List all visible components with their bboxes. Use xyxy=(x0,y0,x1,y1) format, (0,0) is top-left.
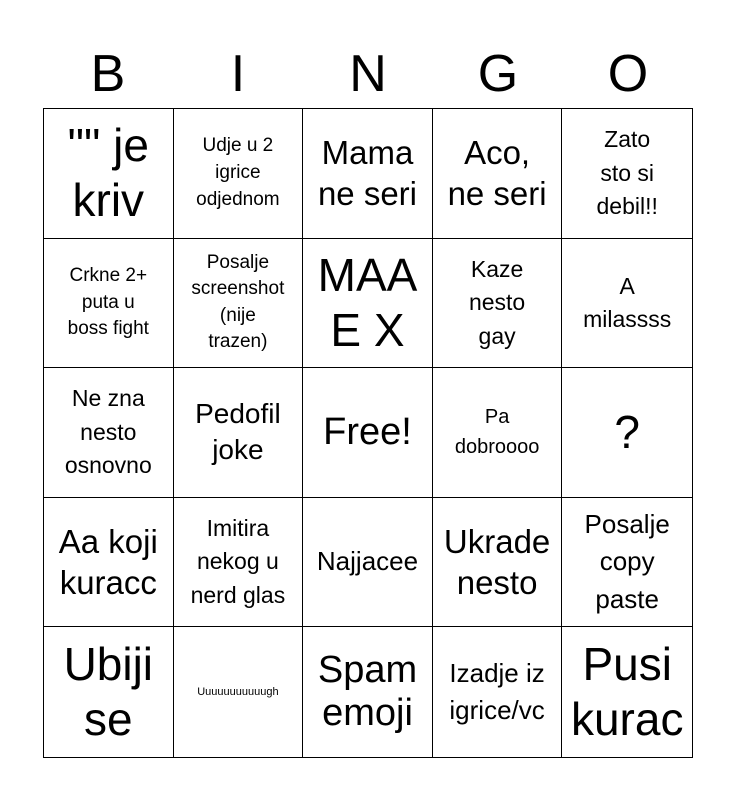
header-letter-o: O xyxy=(607,45,649,103)
bingo-cell[interactable]: Aco, ne seri xyxy=(433,109,563,239)
bingo-cell[interactable]: Kaze nesto gay xyxy=(433,239,563,369)
bingo-header xyxy=(43,40,693,108)
bingo-cell[interactable]: Ne zna nesto osnovno xyxy=(44,368,174,498)
bingo-cell[interactable]: Pa dobroooo xyxy=(433,368,563,498)
bingo-cell[interactable]: Pedofil joke xyxy=(174,368,304,498)
bingo-cell[interactable]: "" je kriv xyxy=(44,109,174,239)
bingo-board xyxy=(43,108,693,758)
bingo-cell[interactable]: Ukrade nesto xyxy=(433,498,563,628)
header-letter-n: N xyxy=(349,45,387,103)
bingo-cell[interactable]: Udje u 2 igrice odjednom xyxy=(174,109,304,239)
bingo-cell[interactable]: Aa koji kuracc xyxy=(44,498,174,628)
bingo-cell[interactable]: Uuuuuuuuuuugh xyxy=(174,627,304,757)
bingo-cell[interactable]: Zato sto si debil!! xyxy=(562,109,692,239)
bingo-cell[interactable]: ? xyxy=(562,368,692,498)
bingo-cell[interactable]: Mama ne seri xyxy=(303,109,433,239)
bingo-cell[interactable]: Pusi kurac xyxy=(570,638,684,746)
bingo-cell[interactable]: Izadje iz igrice/vc xyxy=(433,627,563,757)
header-letter-b: B xyxy=(90,45,126,103)
bingo-cell[interactable]: MAA E X xyxy=(303,239,433,369)
bingo-cell[interactable]: Imitira nekog u nerd glas xyxy=(174,498,304,628)
bingo-cell[interactable]: Spam emoji xyxy=(303,627,433,757)
header-letter-i: I xyxy=(230,45,246,103)
bingo-cell[interactable]: Posalje screenshot (nije trazen) xyxy=(174,239,304,369)
free-space-cell[interactable]: Free! xyxy=(303,368,433,498)
bingo-cell[interactable]: Crkne 2+ puta u boss fight xyxy=(44,239,174,369)
bingo-cell[interactable]: Najjacee xyxy=(303,498,433,628)
bingo-cell[interactable]: Posalje copy paste xyxy=(562,498,692,628)
header-letter-g: G xyxy=(477,45,519,103)
bingo-cell[interactable]: Ubiji se xyxy=(44,627,174,757)
bingo-cell[interactable]: A milassss xyxy=(562,239,692,369)
